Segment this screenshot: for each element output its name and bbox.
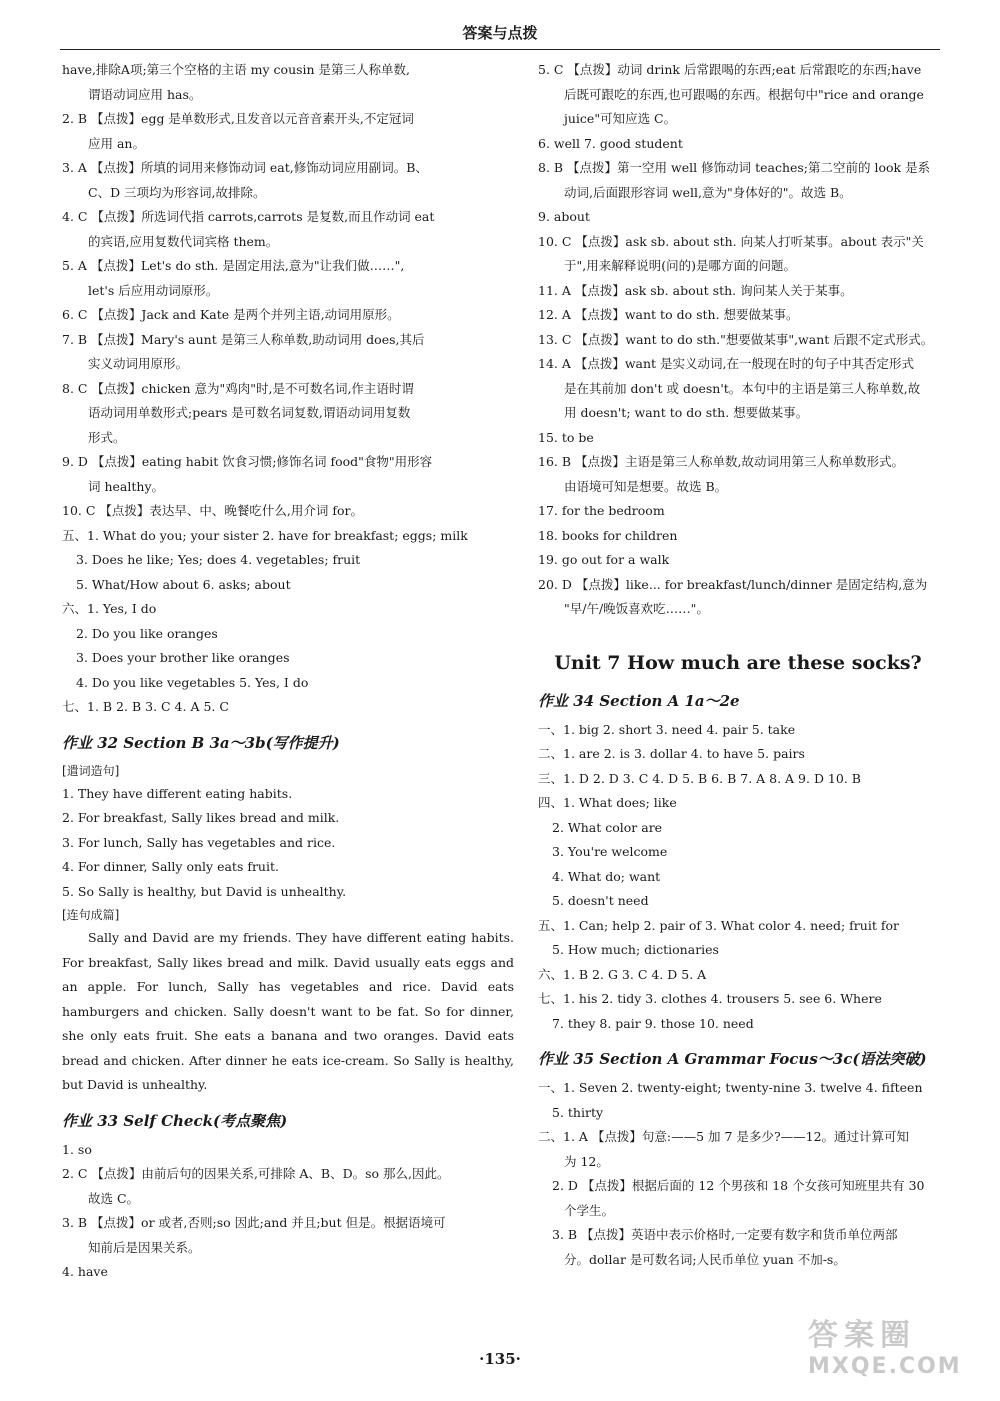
answer-line: 3. B 【点拨】英语中表示价格时,一定要有数字和货币单位两部 [552, 1227, 898, 1242]
answer-line: 9. D 【点拨】eating habit 饮食习惯;修饰名词 food"食物"用形容 [62, 454, 433, 469]
answer-line: 词 healthy。 [88, 478, 165, 494]
answer-line: 形式。 [88, 429, 126, 445]
answer-line: let's 后应用动词原形。 [88, 282, 219, 298]
answer-line: "早/午/晚饭喜欢吃……"。 [564, 601, 709, 616]
answer-line: 6. well 7. good student [538, 135, 683, 151]
answer-line: 由语境可知是想要。故选 B。 [564, 478, 728, 494]
right-answers-block [538, 58, 938, 622]
answer-line: 7. they 8. pair 9. those 10. need [552, 1015, 754, 1031]
answer-line: 1. so [62, 1141, 92, 1157]
answer-line: 应用 an。 [88, 135, 145, 151]
section-34-answers [538, 718, 938, 1037]
left-column [62, 58, 514, 1285]
section-35-title: 作业 35 Section A Grammar Focus～3c(语法突破) [538, 1050, 927, 1068]
answer-line: 4. Do you like vegetables 5. Yes, I do [76, 674, 309, 690]
answer-line: 七、1. B 2. B 3. C 4. A 5. C [62, 699, 229, 714]
answer-line: 3. You're welcome [552, 844, 668, 859]
section-35-answers [538, 1076, 938, 1272]
answer-line: 12. A 【点拨】want to do sth. 想要做某事。 [538, 307, 799, 322]
watermark-logo [808, 1318, 988, 1388]
section-34-title: 作业 34 Section A 1a～2e [538, 691, 740, 710]
answer-line: juice"可知应选 C。 [564, 111, 677, 126]
answer-line: 六、1. B 2. G 3. C 4. D 5. A [538, 966, 707, 982]
answer-line: 5. C 【点拨】动词 drink 后常跟喝的东西;eat 后常跟吃的东西;have [538, 62, 922, 77]
answer-line: 动词,后面跟形容词 well,意为"身体好的"。故选 B。 [564, 184, 852, 200]
answer-line: 5. doesn't need [552, 893, 649, 908]
watermark-text: 答案圈 [808, 1318, 916, 1353]
answer-line: 六、1. Yes, I do [62, 601, 157, 616]
answer-line: 是在其前加 don't 或 doesn't。本句中的主语是第三人称单数,故 [564, 380, 921, 396]
answer-line: 2. C 【点拨】由前后句的因果关系,可排除 A、B、D。so 那么,因此。 [62, 1166, 450, 1181]
answer-line: 13. C 【点拨】want to do sth."想要做某事",want 后跟不定式形式。 [538, 331, 934, 347]
sentence-list [62, 782, 514, 905]
answer-line: 知前后是因果关系。 [88, 1239, 201, 1255]
answer-line: 二、1. are 2. is 3. dollar 4. to have 5. pairs [538, 746, 805, 761]
answer-line: 20. D 【点拨】like... for breakfast/lunch/dinner 是固定结构,意为 [538, 576, 928, 592]
page-header-title: 答案与点拨 [462, 24, 538, 42]
sub-heading-essay: [连句成篇] [62, 908, 120, 922]
answer-line: 7. B 【点拨】Mary's aunt 是第三人称单数,助动词用 does,其后 [62, 331, 425, 347]
answer-line: 故选 C。 [88, 1190, 140, 1206]
answer-line: 3. Does your brother like oranges [76, 650, 290, 665]
answer-line: 四、1. What does; like [538, 795, 677, 810]
answer-line: 语动词用单数形式;pears 是可数名词复数,谓语动词用复数 [88, 405, 411, 420]
answer-line: 的宾语,应用复数代词宾格 them。 [88, 233, 279, 249]
answer-line: 个学生。 [564, 1202, 615, 1218]
section-32-title: 作业 32 Section B 3a～3b(写作提升) [62, 733, 340, 752]
answer-line: 2. Do you like oranges [76, 625, 218, 641]
unit-7-title: Unit 7 How much are these socks? [554, 651, 922, 674]
answer-line: 后既可跟吃的东西,也可跟喝的东西。根据句中"rice and orange [564, 86, 924, 102]
answer-line: 5. What/How about 6. asks; about [76, 576, 291, 592]
watermark-url: MXQE.COM [808, 1354, 962, 1379]
right-column [538, 58, 938, 1272]
answer-line: 一、1. big 2. short 3. need 4. pair 5. take [538, 721, 796, 737]
answer-line: 15. to be [538, 429, 594, 445]
sub-heading-sentences: [遣词造句] [62, 763, 120, 778]
answer-line: 17. for the bedroom [538, 503, 665, 518]
answer-line: 分。dollar 是可数名词;人民币单位 yuan 不加-s。 [564, 1251, 846, 1267]
answer-line: 5. A 【点拨】Let's do sth. 是固定用法,意为"让我们做……", [62, 258, 405, 273]
self-check-answers [62, 1138, 514, 1285]
answer-line: 2. B 【点拨】egg 是单数形式,且发音以元音音素开头,不定冠词 [62, 111, 414, 126]
answer-line: 6. C 【点拨】Jack and Kate 是两个并列主语,动词用原形。 [62, 307, 400, 322]
answer-line: 4. C 【点拨】所选词代指 carrots,carrots 是复数,而且作动词 eat [62, 209, 435, 224]
page-number: ·135· [479, 1350, 521, 1368]
answer-line: 8. C 【点拨】chicken 意为"鸡肉"时,是不可数名词,作主语时谓 [62, 380, 414, 396]
sentence-item: 3. For lunch, Sally has vegetables and rice. [62, 834, 336, 850]
answer-line: 为 12。 [564, 1153, 609, 1169]
answer-line: 5. thirty [552, 1104, 604, 1120]
answer-line: 19. go out for a walk [538, 552, 670, 567]
answer-line: 于",用来解释说明(问的)是哪方面的问题。 [564, 258, 796, 273]
left-answers-block [62, 58, 514, 720]
answer-line: have,排除A项;第三个空格的主语 my cousin 是第三人称单数, [62, 62, 411, 77]
section-33-title: 作业 33 Self Check(考点聚焦) [62, 1111, 288, 1130]
sentence-item: 5. So Sally is healthy, but David is unhealthy. [62, 883, 347, 899]
answer-line: 用 doesn't; want to do sth. 想要做某事。 [564, 405, 809, 420]
answer-line: 七、1. his 2. tidy 3. clothes 4. trousers 5. see 6. Where [538, 991, 882, 1006]
answer-line: 3. B 【点拨】or 或者,否则;so 因此;and 并且;but 但是。根据语境可 [62, 1215, 446, 1230]
answer-line: 8. B 【点拨】第一空用 well 修饰动词 teaches;第二空前的 look 是系 [538, 160, 931, 175]
answer-line: 二、1. A 【点拨】句意:——5 加 7 是多少?——12。通过计算可知 [538, 1129, 910, 1144]
answer-line: 2. D 【点拨】根据后面的 12 个男孩和 18 个女孩可知班里共有 30 [552, 1178, 925, 1193]
answer-line: 3. Does he like; Yes; does 4. vegetables; fruit [76, 552, 361, 567]
sentence-item: 1. They have different eating habits. [62, 785, 293, 801]
header-divider [60, 49, 940, 50]
answer-line: 五、1. Can; help 2. pair of 3. What color 4. need; fruit for [538, 917, 899, 933]
sentence-item: 2. For breakfast, Sally likes bread and milk. [62, 810, 340, 825]
answer-line: 10. C 【点拨】表达早、中、晚餐吃什么,用介词 for。 [62, 503, 363, 518]
answer-line: 10. C 【点拨】ask sb. about sth. 向某人打听某事。about 表示"关 [538, 233, 924, 249]
answer-line: C、D 三项均为形容词,故排除。 [88, 184, 266, 200]
answer-line: 实义动词用原形。 [88, 356, 189, 371]
answer-line: 5. How much; dictionaries [552, 942, 719, 957]
answer-line: 14. A 【点拨】want 是实义动词,在一般现在时的句子中其否定形式 [538, 356, 915, 371]
answer-line: 18. books for children [538, 527, 678, 543]
answer-line: 三、1. D 2. D 3. C 4. D 5. B 6. B 7. A 8. A 9. D 10. B [538, 770, 861, 786]
answer-line: 9. about [538, 209, 590, 224]
essay-paragraph: Sally and David are my friends. They have different eating habits. For breakfast, Sally likes bread and milk. David usually eats eggs and an apple. For lunch, Sally has vegetables and rice. David eats hamburgers and chicken. Sally doesn't want to be fat. So for dinner, she only eats fruit. She eats a banana and two oranges. David eats bread and chicken. After dinner he eats ice-cream. So Sally is healthy, but David is unhealthy. [62, 930, 514, 1092]
answer-line: 2. What color are [552, 819, 663, 835]
answer-line: 11. A 【点拨】ask sb. about sth. 询问某人关于某事。 [538, 282, 853, 298]
answer-line: 五、1. What do you; your sister 2. have for breakfast; eggs; milk [62, 527, 468, 543]
answer-line: 16. B 【点拨】主语是第三人称单数,故动词用第三人称单数形式。 [538, 454, 904, 469]
answer-line: 4. have [62, 1264, 108, 1279]
answer-line: 一、1. Seven 2. twenty-eight; twenty-nine 3. twelve 4. fifteen [538, 1080, 923, 1095]
answer-line: 4. What do; want [552, 868, 661, 884]
sentence-item: 4. For dinner, Sally only eats fruit. [62, 859, 279, 874]
answer-line: 3. A 【点拨】所填的词用来修饰动词 eat,修饰动词应用副词。B、 [62, 160, 428, 175]
answer-line: 谓语动词应用 has。 [88, 86, 202, 102]
